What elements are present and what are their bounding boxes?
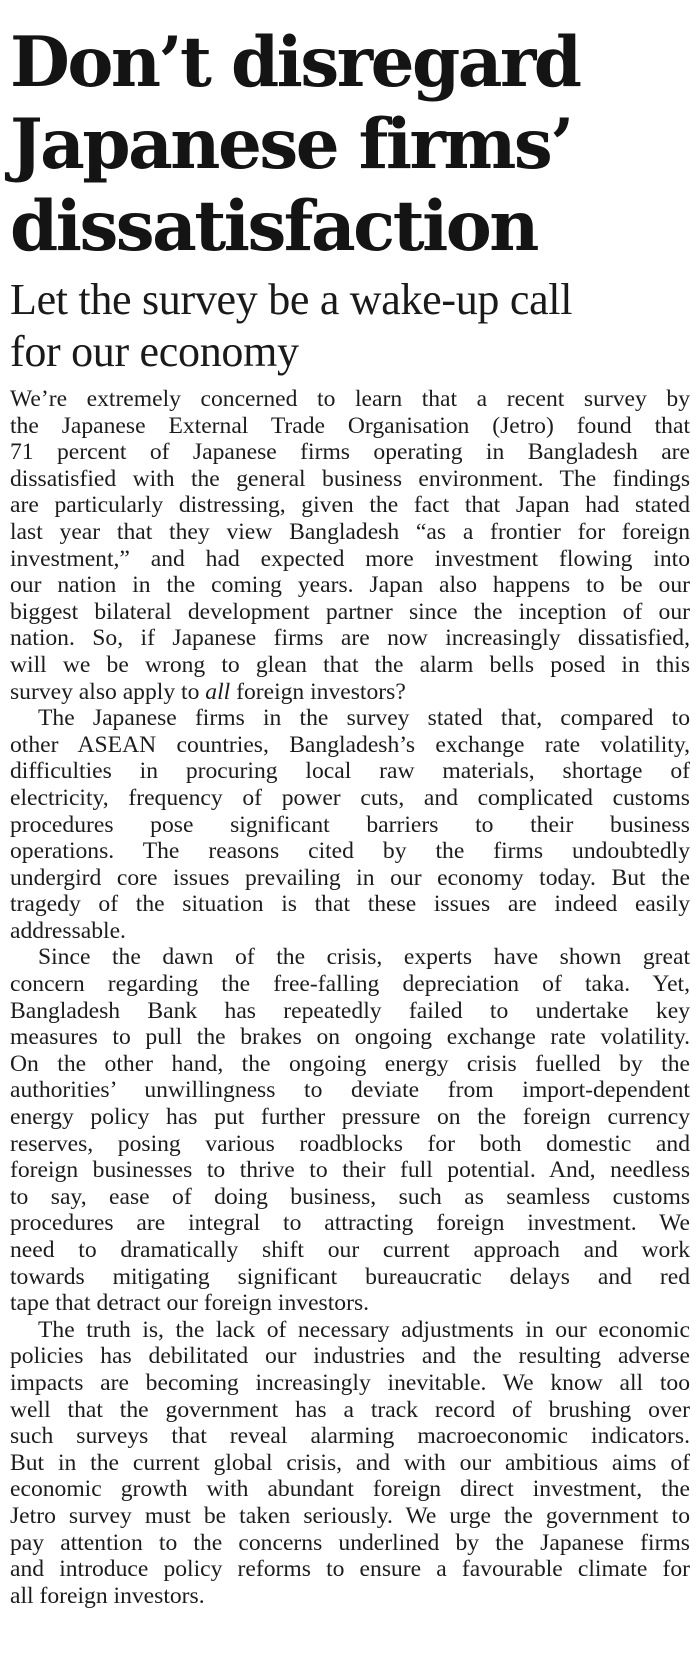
body-line: We’re extremely concerned to learn that a recent survey by: [10, 386, 690, 412]
body-line: will we be wrong to glean that the alarm bells posed in this: [10, 651, 690, 678]
body-line: undergird core issues prevailing in our economy today. But the: [10, 864, 690, 891]
body-line: nation. So, if Japanese firms are now increasingly dissatisfied,: [10, 625, 690, 652]
body-text: foreign investors?: [230, 678, 406, 705]
body-line: dissatisfied with the general business environment. The findings: [10, 465, 690, 492]
body-line: other ASEAN countries, Bangladesh’s exchange rate volatility,: [10, 731, 690, 758]
body-line: are particularly distressing, given the fact that Japan had stated: [10, 492, 690, 519]
body-line: concern regarding the free-falling depreciation of taka. Yet,: [10, 971, 690, 998]
body-line: policies has debilitated our industries and the resulting adverse: [10, 1343, 690, 1370]
body-line: electricity, frequency of power cuts, and complicated customs: [10, 784, 690, 811]
headline-line: Don’t disregard: [10, 22, 580, 103]
body-line: such surveys that reveal alarming macroeconomic indicators.: [10, 1423, 690, 1450]
body-line: our nation in the coming years. Japan also happens to be our: [10, 572, 690, 599]
body-line: impacts are becoming increasingly inevitable. We know all too: [10, 1369, 690, 1396]
body-line: all foreign investors.: [10, 1582, 205, 1609]
body-line: The truth is, the lack of necessary adjustments in our economic: [38, 1316, 690, 1343]
paragraph-3: [10, 944, 690, 1316]
body-line: energy policy has put further pressure on the foreign currency: [10, 1104, 690, 1131]
paragraph-1: [10, 386, 690, 705]
subheadline-line: Let the survey be a wake-up call: [10, 275, 573, 324]
body-line: towards mitigating significant bureaucratic delays and red: [10, 1263, 690, 1290]
body-line: The Japanese firms in the survey stated that, compared to: [38, 705, 690, 732]
body-line: Jetro survey must be taken seriously. We urge the government to: [10, 1502, 690, 1529]
editorial-article: [10, 22, 690, 1609]
body-text: survey also apply to: [10, 678, 206, 705]
body-line: difficulties in procuring local raw materials, shortage of: [10, 758, 690, 785]
body-line: pay attention to the concerns underlined by the Japanese firms: [10, 1529, 690, 1556]
paragraph-2: [10, 705, 690, 944]
emphasis-text: all: [205, 678, 231, 705]
body-line: addressable.: [10, 917, 126, 944]
body-line: economic growth with abundant foreign direct investment, the: [10, 1476, 690, 1503]
body-line: foreign businesses to thrive to their full potential. And, needless: [10, 1157, 690, 1184]
body-line: reserves, posing various roadblocks for both domestic and: [10, 1130, 690, 1157]
body-line: need to dramatically shift our current approach and work: [10, 1237, 690, 1263]
body-line: to say, ease of doing business, such as seamless customs: [10, 1183, 690, 1210]
headline-line: Japanese firms’: [10, 104, 572, 185]
body-line: Since the dawn of the crisis, experts have shown great: [38, 944, 690, 971]
subheadline: [10, 274, 690, 378]
body-line: But in the current global crisis, and with our ambitious aims of: [10, 1449, 690, 1476]
body-line: Bangladesh Bank has repeatedly failed to undertake key: [10, 997, 690, 1024]
headline-line: dissatisfaction: [10, 186, 537, 267]
body-line: authorities’ unwillingness to deviate from import-dependent: [10, 1077, 690, 1104]
body-line: operations. The reasons cited by the firms undoubtedly: [10, 838, 690, 865]
body-line: last year that they view Bangladesh “as a frontier for foreign: [10, 518, 690, 545]
body-line: and introduce policy reforms to ensure a favourable climate for: [10, 1556, 690, 1583]
headline: [10, 22, 690, 268]
body-line: procedures pose significant barriers to their business: [10, 811, 690, 838]
body-line: well that the government has a track record of brushing over: [10, 1396, 690, 1423]
body-line: investment,” and had expected more investment flowing into: [10, 545, 690, 572]
body-line: On the other hand, the ongoing energy crisis fuelled by the: [10, 1050, 690, 1077]
body-line: the Japanese External Trade Organisation (Jetro) found that: [10, 412, 690, 439]
article-body: [10, 386, 690, 1609]
body-line: 71 percent of Japanese firms operating in Bangladesh are: [10, 439, 690, 466]
body-line: measures to pull the brakes on ongoing exchange rate volatility.: [10, 1024, 690, 1051]
body-line: biggest bilateral development partner since the inception of our: [10, 598, 690, 625]
body-line: tragedy of the situation is that these issues are indeed easily: [10, 891, 690, 918]
paragraph-4: [10, 1317, 690, 1610]
body-line: [10, 679, 690, 706]
body-line: tape that detract our foreign investors.: [10, 1290, 370, 1317]
body-line: procedures are integral to attracting foreign investment. We: [10, 1210, 690, 1237]
subheadline-line: for our economy: [10, 327, 299, 376]
